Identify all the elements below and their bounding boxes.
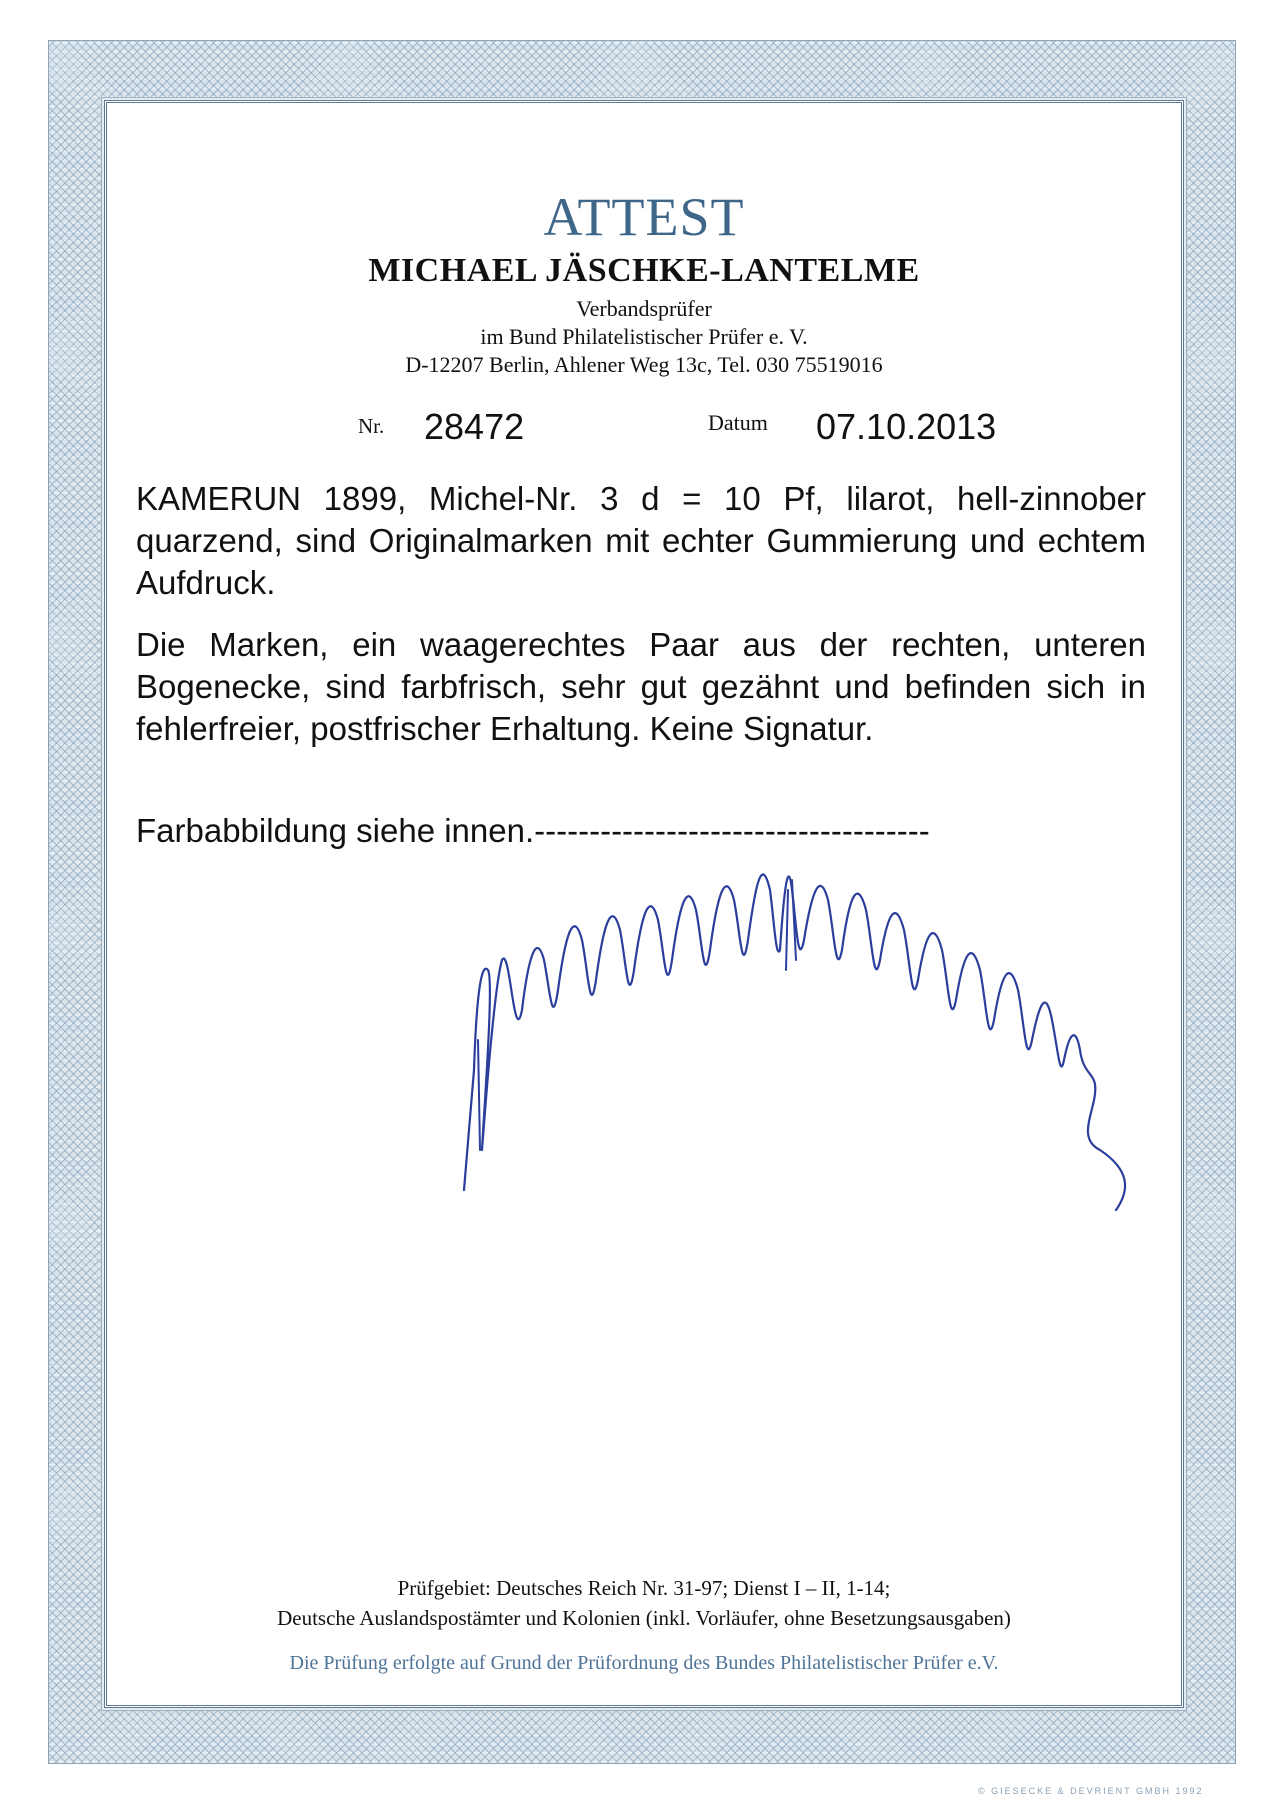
examination-area-line-2: Deutsche Auslandspostämter und Kolonien (inkl. Vorläufer, ohne Besetzungsausgaben) bbox=[277, 1606, 1011, 1630]
image-note-paragraph bbox=[136, 810, 1146, 852]
image-note-dashes: ------------------------------------ bbox=[534, 812, 930, 849]
handwritten-signature bbox=[440, 850, 1280, 1230]
certificate-date: 07.10.2013 bbox=[816, 406, 997, 447]
certificate-number: 28472 bbox=[424, 406, 525, 447]
certificate-title: ATTEST bbox=[543, 187, 745, 247]
examination-area-line: Prüfgebiet: Deutsches Reich Nr. 31-97; Dienst I – II, 1-14; bbox=[397, 1576, 891, 1600]
date-label: Datum bbox=[708, 410, 768, 435]
image-note-text: Farbabbildung siehe innen. bbox=[136, 812, 535, 849]
regulation-note: Die Prüfung erfolgte auf Grund der Prüfordnung des Bundes Philatelistischer Prüfer e.V. bbox=[289, 1652, 999, 1674]
examiner-role: Verbandsprüfer bbox=[576, 296, 712, 321]
examiner-association: im Bund Philatelistischer Prüfer e. V. bbox=[480, 324, 808, 349]
examiner-address: D-12207 Berlin, Ahlener Weg 13c, Tel. 030 75519016 bbox=[405, 352, 883, 377]
condition-paragraph: Die Marken, ein waagerechtes Paar aus der rechten, unteren Bogenecke, sind farbfrisch, sehr gut gezähnt und befinden sich in fehlerfreier, postfrischer Erhaltung. Keine Signatur. bbox=[136, 626, 1146, 747]
printer-mark: © GIESECKE & DEVRIENT GMBH 1992 bbox=[978, 1786, 1204, 1796]
description-paragraph: KAMERUN 1899, Michel-Nr. 3 d = 10 Pf, lilarot, hell-zinnober quarzend, sind Originalmarken mit echter Gummierung und echtem Aufdruck. bbox=[136, 480, 1146, 601]
examiner-name: MICHAEL JÄSCHKE-LANTELME bbox=[368, 252, 920, 289]
certificate-number-label: Nr. bbox=[358, 414, 385, 438]
